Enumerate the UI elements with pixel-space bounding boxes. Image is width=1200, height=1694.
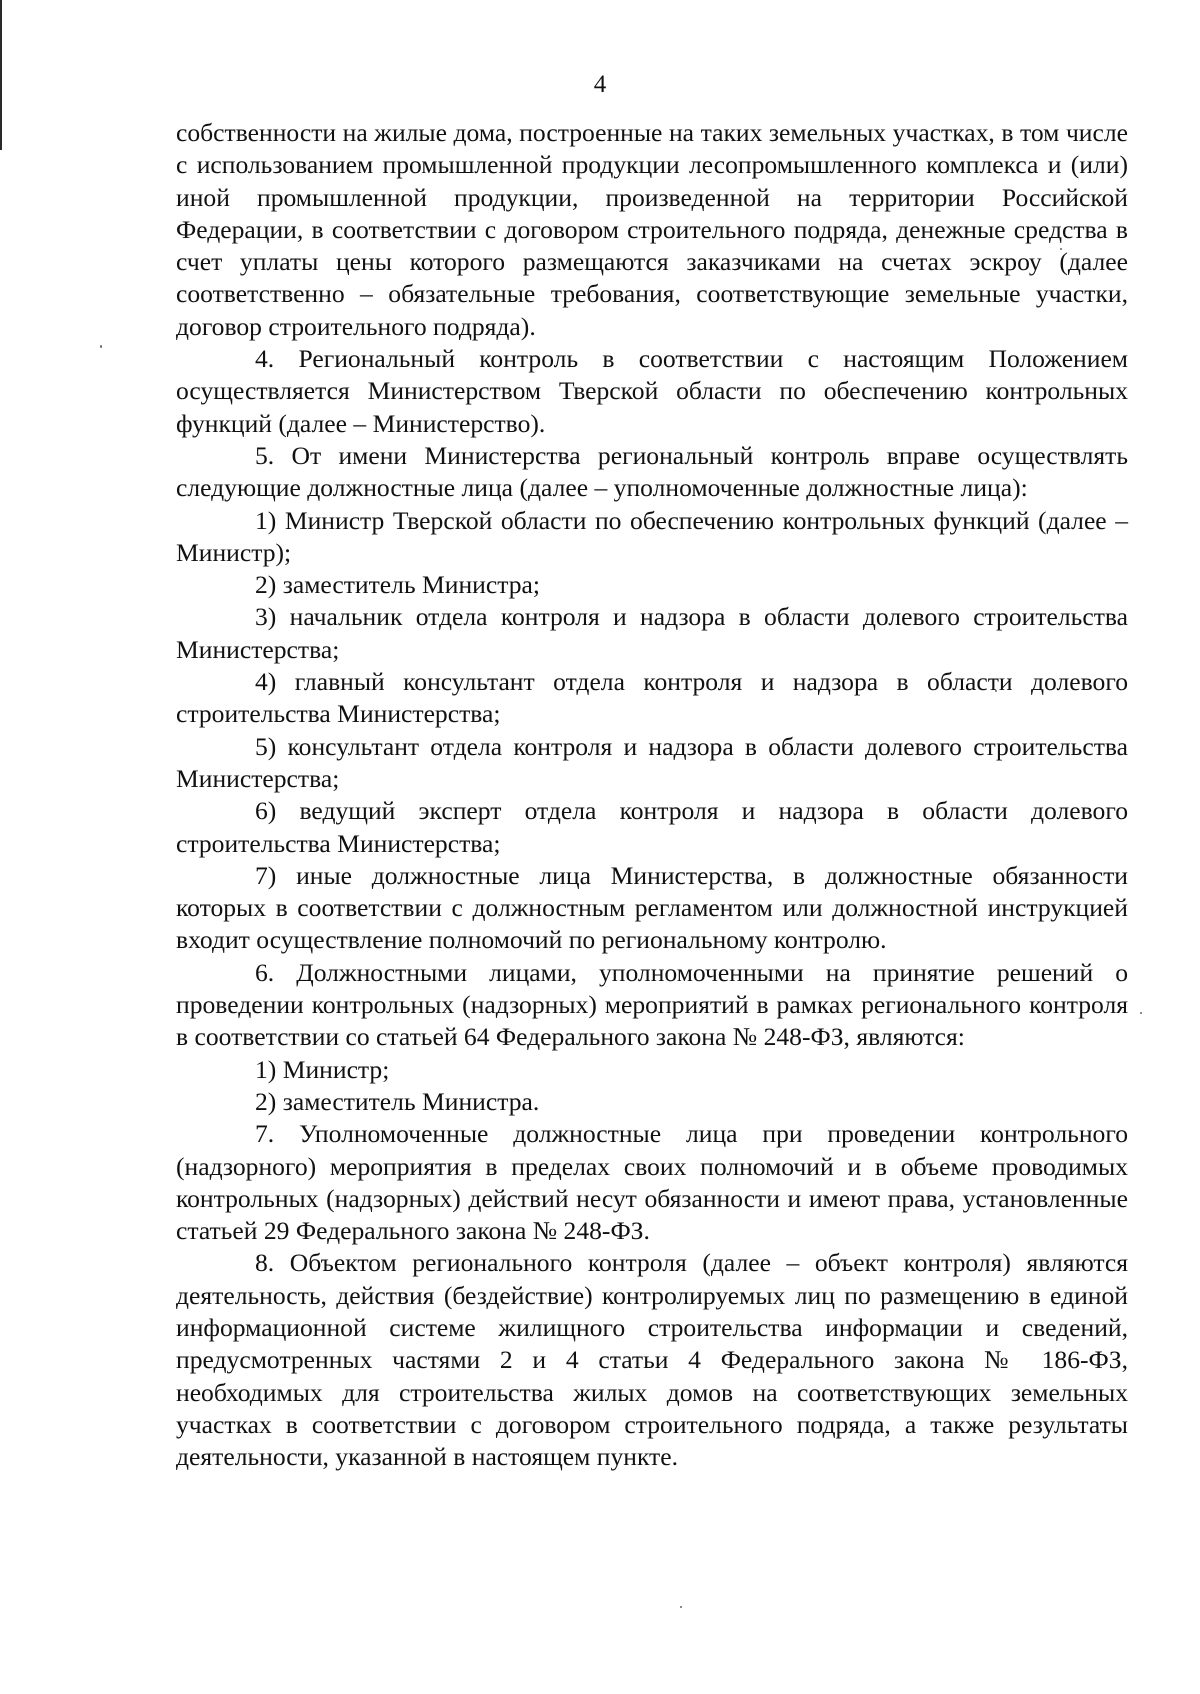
list-item-5-6: 6) ведущий эксперт отдела контроля и надзора в области долевого строительства Министерства; xyxy=(176,796,1128,858)
list-item-5-2: 2) заместитель Министра; xyxy=(255,570,540,600)
paragraph-4: 4. Региональный контроль в соответствии с настоящим Положением осуществляется Министерством Тверской области по обеспечению контрольных функций (далее – Министерство). xyxy=(176,344,1128,438)
scan-speck xyxy=(1140,1012,1142,1014)
paragraph-8: 8. Объектом регионального контроля (далее – объект контроля) являются деятельность, действия (бездействие) контролируемых лиц по размещению в единой информационной системе жилищного строительства информации и сведений, предусмотренных частями 2 и 4 статьи 4 Федерального закона № 186-ФЗ, необходимых для строительства жилых домов на соответствующих земельных участках в соответствии с договором строительного подряда, а также результаты деятельности, указанной в настоящем пункте. xyxy=(176,1248,1128,1472)
paragraph-5: 5. От имени Министерства региональный контроль вправе осуществлять следующие должностные лица (далее – уполномоченные должностные лица): xyxy=(176,440,1128,503)
scan-speck xyxy=(680,1606,682,1608)
list-item-5-3: 3) начальник отдела контроля и надзора в области долевого строительства Министерства; xyxy=(176,602,1128,664)
list-item-5-1: 1) Министр Тверской области по обеспечению контрольных функций (далее – Министр); xyxy=(176,505,1128,567)
paragraph-continuation: собственности на жилые дома, построенные на таких земельных участках, в том числе с использованием промышленной продукции лесопромышленного комплекса и (или) иной промышленной продукции, произведенной на территории Российской Федерации, в соответствии с договором строительного подряда, денежные средства в счет уплаты цены которого размещаются заказчиками на счетах эскроу (далее соответственно – обязательные требования, соответствующие земельные участки, договор строительного подряда). xyxy=(176,118,1128,341)
list-item-5-7: 7) иные должностные лица Министерства, в должностные обязанности которых в соответствии с должностным регламентом или должностной инструкцией входит осуществление полномочий по региональному контролю. xyxy=(176,860,1128,955)
list-item-5-5: 5) консультант отдела контроля и надзора в области долевого строительства Министерства; xyxy=(176,731,1128,793)
list-item-6-2: 2) заместитель Министра. xyxy=(255,1086,540,1116)
scan-speck xyxy=(100,345,102,348)
page-number: 4 xyxy=(593,71,607,98)
list-item-6-1: 1) Министр; xyxy=(255,1054,390,1084)
paragraph-7: 7. Уполномоченные должностные лица при проведении контрольного (надзорного) мероприятия в пределах своих полномочий и в объеме проводимых контрольных (надзорных) действий несут обязанности и имеют права, установленные статьей 29 Федерального закона № 248-ФЗ. xyxy=(176,1119,1128,1246)
paragraph-6: 6. Должностными лицами, уполномоченными на принятие решений о проведении контрольных (надзорных) мероприятий в рамках регионального контроля в соответствии со статьей 64 Федерального закона № 248-ФЗ, являются: xyxy=(176,957,1128,1052)
document-body xyxy=(176,117,1128,1473)
list-item-5-4: 4) главный консультант отдела контроля и надзора в области долевого строительства Министерства; xyxy=(176,667,1128,729)
